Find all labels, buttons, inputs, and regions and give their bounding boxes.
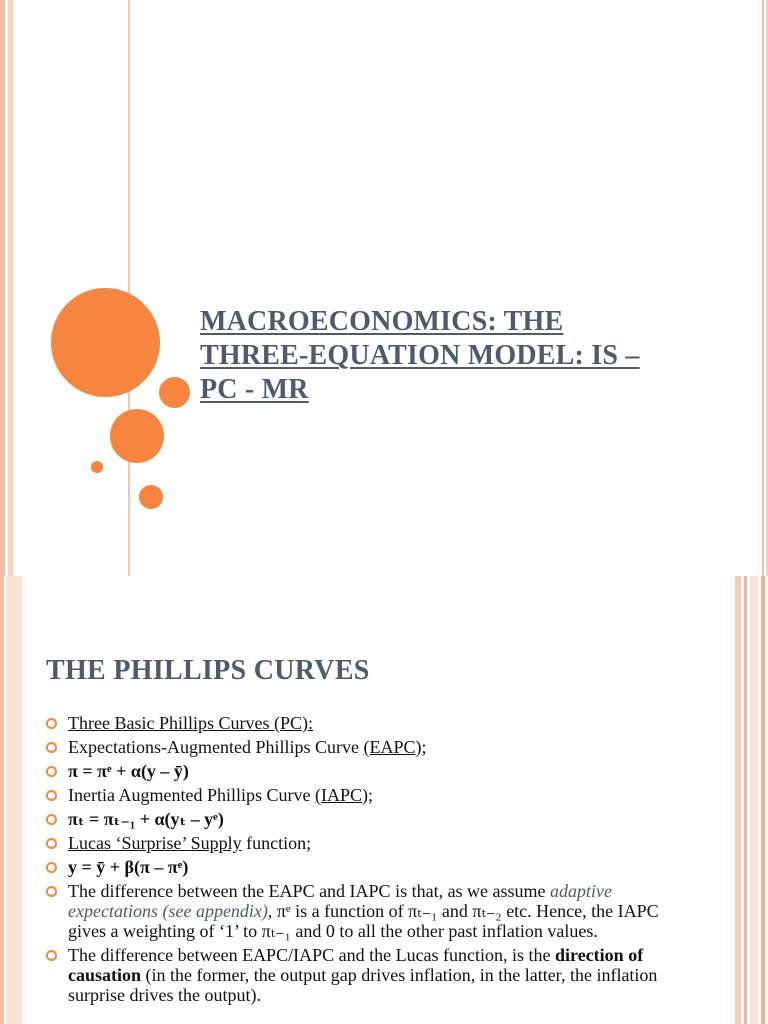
bullet-underlined-text: (IAPC);: [314, 785, 373, 805]
slide-heading: THE PHILLIPS CURVES: [46, 655, 370, 686]
bullet-text: ;: [421, 737, 427, 757]
decorative-circle-large: [51, 288, 160, 397]
bullet-ring-icon: [46, 950, 57, 961]
bullet-item: [46, 833, 686, 853]
decorative-stripe: [761, 576, 765, 1024]
bullet-ring-icon: [46, 886, 57, 897]
slide-title: [200, 305, 720, 407]
bullet-text: Expectations-Augmented Phillips Curve: [68, 737, 364, 757]
bullet-italic-text: adaptive expectations (see appendix): [68, 881, 613, 921]
decorative-stripe: [6, 576, 22, 1024]
bullet-ring-icon: [46, 742, 57, 753]
bullet-ring-icon: [46, 814, 57, 825]
bullet-item: [46, 761, 686, 781]
decorative-stripe: [735, 576, 741, 1024]
bullet-item: [46, 785, 686, 805]
bullet-ring-icon: [46, 862, 57, 873]
bullet-text: The difference between the EAPC and IAPC is that, as we assume: [68, 881, 551, 901]
decorative-stripe: [762, 0, 764, 576]
decorative-stripe: [0, 0, 5, 576]
decorative-circle-small: [139, 485, 163, 509]
bullet-item: [46, 857, 686, 877]
decorative-divider-line: [128, 0, 130, 576]
bullet-ring-icon: [46, 718, 57, 729]
decorative-circle-tiny: [91, 461, 103, 473]
bullet-text: (in the former, the output gap drives inflation, in the latter, the inflation surprise drives the output).: [68, 965, 658, 1005]
bullet-item: [46, 809, 686, 829]
bullet-bold-text: direction of causation: [68, 945, 644, 985]
bullet-text: Three Basic Phillips Curves (PC):: [68, 713, 313, 733]
bullet-underlined-text: Lucas ‘Surprise’ Supply: [68, 833, 242, 853]
bullet-item: [46, 945, 686, 1005]
title-line: PC - MR: [200, 374, 309, 405]
bullet-text: function;: [241, 833, 312, 853]
bullet-list: [46, 713, 686, 1009]
equation-iapc: πₜ = πₜ₋₁ + α(yₜ – yᵉ): [68, 809, 224, 829]
bullet-ring-icon: [46, 838, 57, 849]
bullet-text: , πᵉ is a function of πₜ₋₁ and πₜ₋₂ etc. Hence, the IAPC gives a weighting of ‘1’ to πₜ₋₁ and 0 to all the other past inflation values.: [68, 901, 659, 941]
equation-eapc: π = πᵉ + α(y – ȳ): [68, 761, 189, 781]
bullet-underlined-text: (EAPC): [363, 737, 422, 757]
title-line: MACROECONOMICS: THE: [200, 306, 564, 337]
decorative-stripe: [8, 0, 13, 576]
title-line: THREE-EQUATION MODEL: IS –: [200, 340, 640, 371]
bullet-ring-icon: [46, 766, 57, 777]
equation-lucas: y = ȳ + β(π – πᵉ): [68, 857, 189, 877]
bullet-item: [46, 881, 686, 941]
bullet-item: [46, 713, 686, 733]
decorative-stripe: [0, 576, 4, 1024]
decorative-stripe: [744, 576, 747, 1024]
decorative-stripe: [750, 576, 758, 1024]
decorative-circle-medium: [110, 409, 164, 463]
bullet-text: The difference between EAPC/IAPC and the Lucas function, is the: [68, 945, 556, 965]
bullet-text: Inertia Augmented Phillips Curve: [68, 785, 315, 805]
bullet-item: [46, 737, 686, 757]
bullet-ring-icon: [46, 790, 57, 801]
decorative-circle-small: [159, 377, 190, 408]
